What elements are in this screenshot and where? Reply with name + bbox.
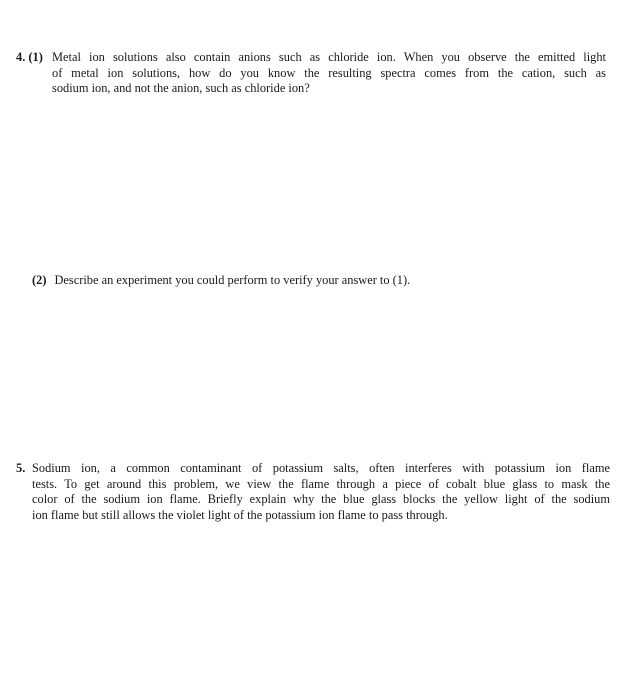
question-4-part-2-text: Describe an experiment you could perform to verify your answer to (1).: [54, 273, 411, 287]
question-5-line: ion flame but still allows the violet light of the potassium ion flame to pass through.: [32, 507, 448, 522]
question-4-part-1-label: (1): [28, 50, 43, 64]
question-5-line: color of the sodium ion flame. Briefly explain why the blue glass blocks the yellow light of the sodium: [32, 492, 610, 507]
question-4-part-1-line: of metal ion solutions, how do you know the resulting spectra comes from the cation, such as: [52, 65, 606, 80]
question-4-number: 4.: [16, 50, 26, 64]
question-5: [16, 461, 610, 523]
question-5-line: tests. To get around this problem, we view the flame through a piece of cobalt blue glass to mask the: [32, 476, 610, 491]
question-5-text: [32, 461, 610, 523]
question-4-part-1-text: [52, 50, 606, 97]
question-5-lead: [16, 461, 32, 477]
question-4-part-2-label: (2): [32, 273, 47, 287]
question-4-lead: [16, 50, 52, 66]
question-5-number: 5.: [16, 461, 26, 475]
question-4-part-1: [16, 50, 606, 97]
question-4-part-1-line: Metal ion solutions also contain anions such as chloride ion. When you observe the emitted light: [52, 50, 606, 64]
question-4-part-2: [32, 273, 612, 289]
question-4-part-1-line: sodium ion, and not the anion, such as chloride ion?: [52, 81, 310, 96]
question-5-line: Sodium ion, a common contaminant of potassium salts, often interferes with potassium ion flame: [32, 461, 610, 475]
